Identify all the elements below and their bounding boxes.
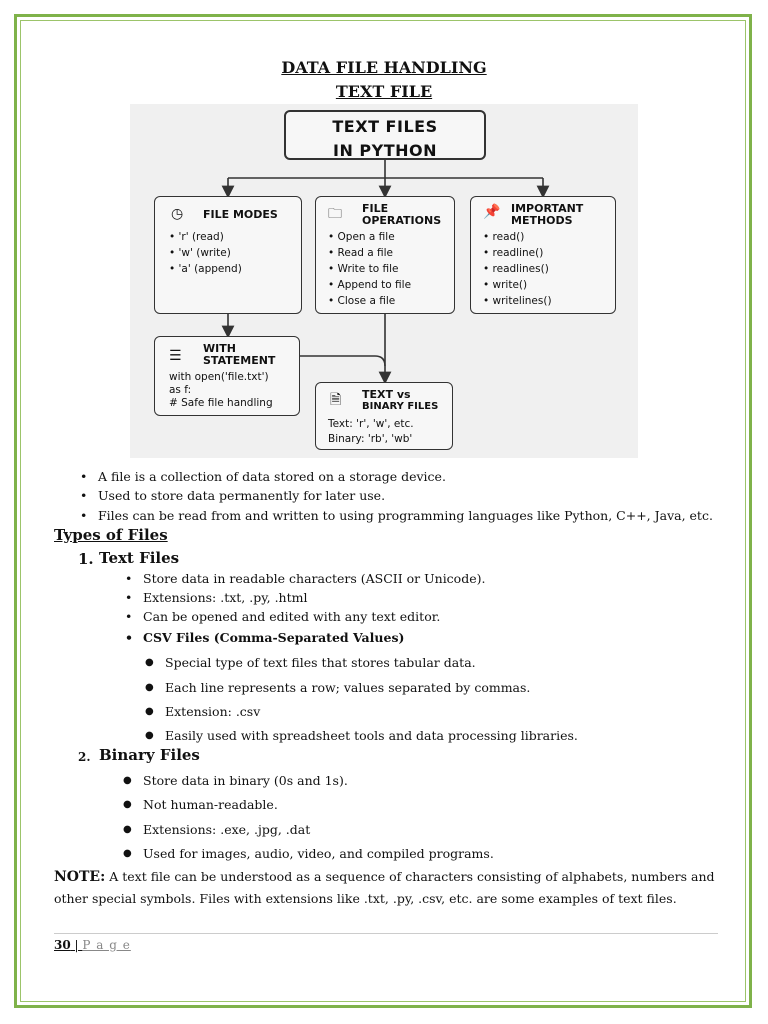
with-statement-title-line2: STATEMENT xyxy=(203,354,276,367)
binary-files-number: 2. xyxy=(78,750,91,764)
with-statement-box xyxy=(154,336,300,416)
method-item: • readlines() xyxy=(483,261,552,277)
intro-bullet: • Used to store data permanently for later use. xyxy=(98,488,385,504)
method-item: • readline() xyxy=(483,245,552,261)
method-item: • writelines() xyxy=(483,293,552,309)
note-label: NOTE: xyxy=(54,869,106,885)
file-operations-title-line1: FILE xyxy=(362,202,389,215)
page-subtitle: TEXT FILE xyxy=(335,82,433,101)
text-files-infographic xyxy=(130,104,638,458)
file-operation-item: • Read a file xyxy=(328,245,411,261)
file-operation-item: • Close a file xyxy=(328,293,411,309)
binary-files-heading: Binary Files xyxy=(99,746,200,764)
text-files-heading: Text Files xyxy=(99,549,180,567)
csv-files-heading: • CSV Files (Comma-Separated Values) xyxy=(143,630,404,646)
important-methods-title-line2: METHODS xyxy=(511,214,573,227)
file-operation-item: • Append to file xyxy=(328,277,411,293)
file-icon: 🗎 xyxy=(330,392,342,408)
method-item: • write() xyxy=(483,277,552,293)
text-vs-binary-title-line1: TEXT vs xyxy=(362,388,411,401)
text-vs-binary-title-line2: BINARY FILES xyxy=(362,401,439,412)
note-line1: A text file can be understood as a sequence of characters consisting of alphabets, numbers and xyxy=(105,869,715,884)
clock-icon: ◷ xyxy=(171,206,184,222)
file-operation-item: • Open a file xyxy=(328,229,411,245)
document-icon: ☰ xyxy=(169,348,182,364)
text-vs-binary-box xyxy=(315,382,453,450)
binary-bullet: ● Not human-readable. xyxy=(143,797,278,813)
note-paragraph xyxy=(54,866,724,910)
file-modes-title: FILE MODES xyxy=(203,208,278,221)
types-of-files-heading: Types of Files xyxy=(54,526,168,544)
csv-bullet: ● Extension: .csv xyxy=(165,704,260,720)
top-title-line2: IN PYTHON xyxy=(332,141,438,160)
file-mode-item: • 'w' (write) xyxy=(169,245,242,261)
file-mode-item: • 'r' (read) xyxy=(169,229,242,245)
text-file-bullet: • Extensions: .txt, .py, .html xyxy=(143,590,307,606)
page-footer xyxy=(54,938,131,952)
binary-bullet: ● Store data in binary (0s and 1s). xyxy=(143,773,348,789)
text-file-bullet: • Store data in readable characters (ASCII or Unicode). xyxy=(143,571,485,587)
text-files-title-box xyxy=(284,110,486,160)
file-mode-item: • 'a' (append) xyxy=(169,261,242,277)
csv-bullet: ● Easily used with spreadsheet tools and data processing libraries. xyxy=(165,728,578,744)
important-methods-box xyxy=(470,196,616,314)
top-title-line1: TEXT FILES xyxy=(332,117,438,136)
with-code-line2: as f: xyxy=(169,384,192,396)
method-item: • read() xyxy=(483,229,552,245)
footer-separator: | xyxy=(70,938,83,952)
pin-icon: 📌 xyxy=(483,204,501,220)
intro-bullet: • Files can be read from and written to using programming languages like Python, C++, Java, etc. xyxy=(98,508,713,524)
text-modes: Text: 'r', 'w', etc. xyxy=(328,418,414,430)
file-operations-box xyxy=(315,196,455,314)
csv-bullet: ● Each line represents a row; values separated by commas. xyxy=(165,680,530,696)
page-title: DATA FILE HANDLING xyxy=(281,58,487,77)
binary-bullet: ● Used for images, audio, video, and compiled programs. xyxy=(143,846,494,862)
intro-bullet: • A file is a collection of data stored on a storage device. xyxy=(98,469,446,485)
page-number: 30 xyxy=(54,938,71,952)
with-code-comment: # Safe file handling xyxy=(169,397,273,409)
page-word: P a g e xyxy=(82,938,131,952)
with-code-line1: with open('file.txt') xyxy=(169,371,269,383)
binary-modes: Binary: 'rb', 'wb' xyxy=(328,433,413,445)
footer-divider xyxy=(54,933,718,934)
text-file-bullet: • Can be opened and edited with any text editor. xyxy=(143,609,440,625)
file-operations-title-line2: OPERATIONS xyxy=(362,214,442,227)
note-line2: other special symbols. Files with extensions like .txt, .py, .csv, etc. are some examples of text files. xyxy=(54,891,677,906)
with-statement-title-line1: WITH xyxy=(203,342,236,355)
text-files-number: 1. xyxy=(78,550,94,568)
csv-bullet: ● Special type of text files that stores tabular data. xyxy=(165,655,476,671)
important-methods-title-line1: IMPORTANT xyxy=(511,202,584,215)
folder-icon: 🗀 xyxy=(328,206,342,222)
file-operation-item: • Write to file xyxy=(328,261,411,277)
binary-bullet: ● Extensions: .exe, .jpg, .dat xyxy=(143,822,310,838)
file-modes-box xyxy=(154,196,302,314)
